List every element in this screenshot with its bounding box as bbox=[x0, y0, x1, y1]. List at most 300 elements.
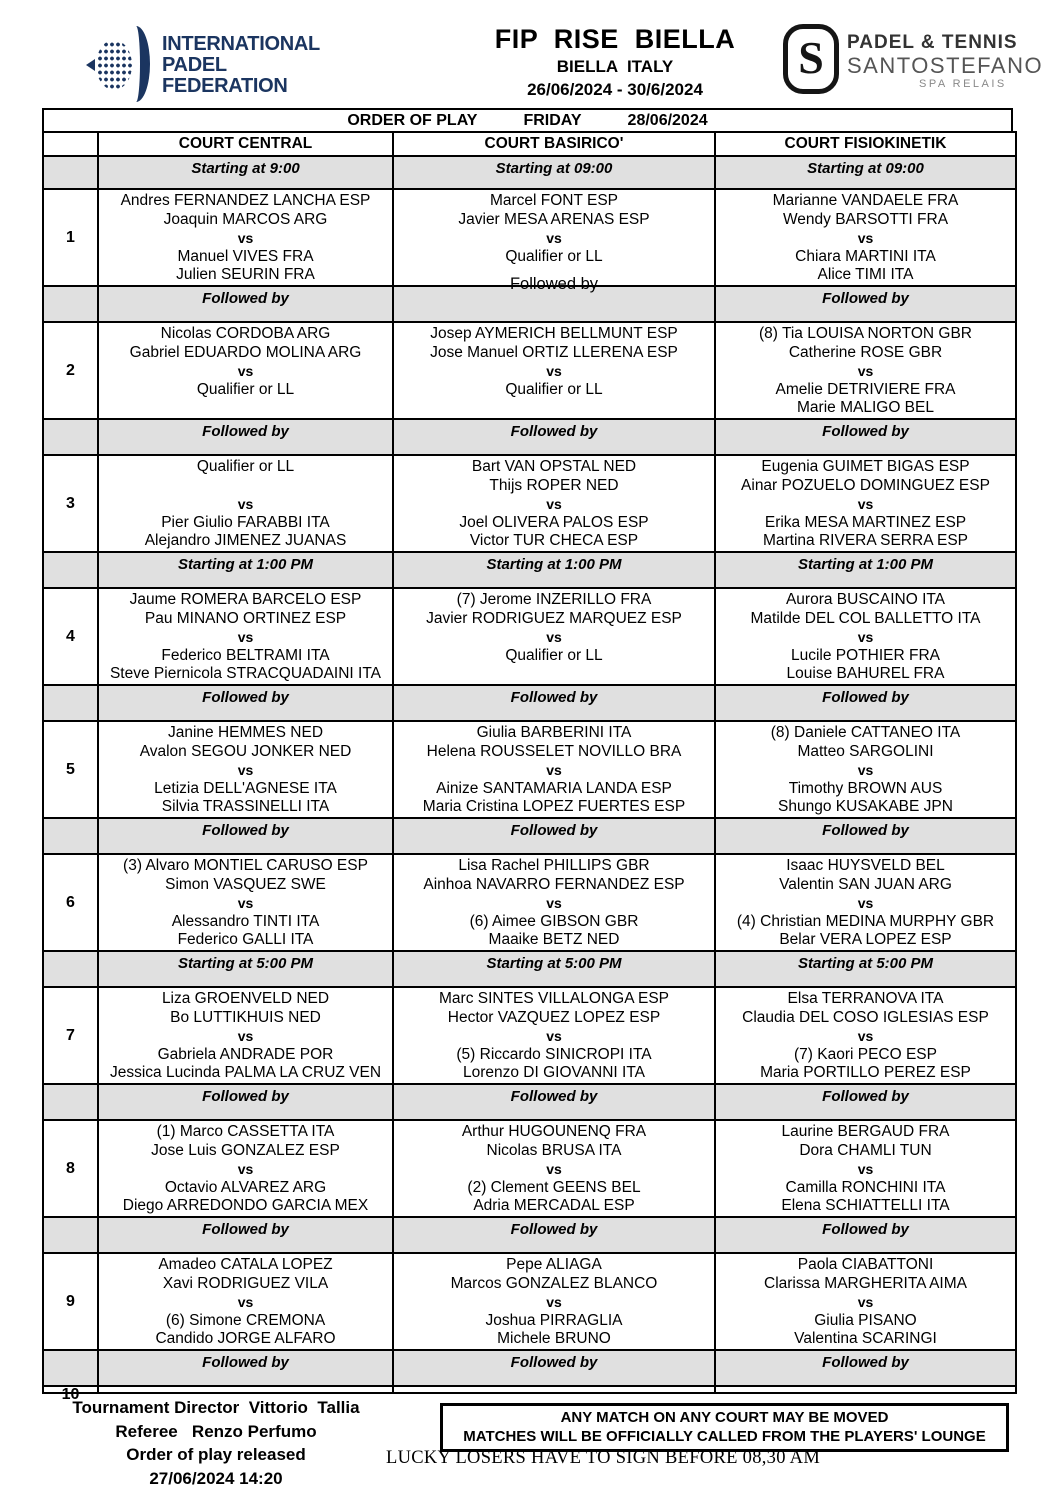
separator-label: Followed by bbox=[510, 1088, 598, 1105]
order-of-play-bar bbox=[42, 108, 1013, 131]
player-line: Jaume ROMERA BARCELO ESP bbox=[129, 591, 362, 608]
separator-label: Starting at 5:00 PM bbox=[177, 955, 314, 972]
player-line: Jose Luis GONZALEZ ESP bbox=[151, 1141, 340, 1159]
separator-label: Followed by bbox=[822, 1221, 909, 1238]
vs-label: vs bbox=[237, 1028, 254, 1045]
match-cell bbox=[714, 986, 1015, 1083]
vs-label: vs bbox=[546, 762, 562, 779]
match-row bbox=[44, 587, 1015, 684]
player-line bbox=[394, 665, 714, 684]
separator-cell bbox=[97, 1349, 392, 1385]
match-row bbox=[44, 853, 1015, 950]
event-title: FIP RISE BIELLA bbox=[494, 24, 736, 54]
match-cell bbox=[97, 1385, 392, 1392]
separator-row bbox=[44, 418, 1015, 454]
match-row bbox=[44, 720, 1015, 817]
player-line: (8) Daniele CATTANEO ITA bbox=[770, 724, 961, 741]
player-line bbox=[394, 399, 714, 418]
separator-cell bbox=[97, 817, 392, 853]
separator-cell bbox=[97, 285, 392, 321]
match-row bbox=[44, 454, 1015, 551]
player-line: Liza GROENVELD NED bbox=[161, 990, 330, 1007]
match-cell bbox=[714, 1119, 1015, 1216]
notice-line: MATCHES WILL BE OFFICIALLY CALLED FROM THE PLAYERS' LOUNGE bbox=[463, 1428, 986, 1445]
row-number bbox=[44, 551, 97, 587]
separator-cell bbox=[714, 1083, 1015, 1119]
ipf-ball-icon bbox=[86, 26, 152, 104]
ipf-text-line: PADEL bbox=[162, 53, 227, 76]
player-line: Javier MESA ARENAS ESP bbox=[458, 210, 650, 228]
match-row bbox=[44, 986, 1015, 1083]
player-line: (1) Marco CASSETTA ITA bbox=[156, 1123, 335, 1140]
player-line: Victor TUR CHECA ESP bbox=[469, 532, 639, 550]
separator-cell bbox=[97, 1216, 392, 1252]
separator-row bbox=[44, 950, 1015, 986]
player-line: Qualifier or LL bbox=[505, 380, 603, 398]
match-cell bbox=[392, 321, 714, 418]
separator-cell bbox=[392, 817, 714, 853]
row-number bbox=[44, 1216, 97, 1252]
player-line: Laurine BERGAUD FRA bbox=[781, 1123, 950, 1140]
separator-cell bbox=[392, 155, 714, 188]
event-header bbox=[430, 24, 800, 100]
match-cell bbox=[392, 454, 714, 551]
vs-label: vs bbox=[857, 1028, 874, 1045]
player-line: (2) Clement GEENS BEL bbox=[467, 1178, 641, 1196]
player-line: Maaike BETZ NED bbox=[488, 931, 620, 949]
separator-cell bbox=[714, 155, 1015, 188]
player-line: Helena ROUSSELET NOVILLO BRA bbox=[426, 742, 682, 760]
player-line: Lisa Rachel PHILLIPS GBR bbox=[458, 857, 650, 874]
order-of-play-date: 28/06/2024 bbox=[627, 111, 708, 129]
separator-cell bbox=[97, 418, 392, 454]
match-cell bbox=[97, 986, 392, 1083]
separator-label: Followed by bbox=[509, 275, 599, 293]
player-line: Marcos GONZALEZ BLANCO bbox=[450, 1274, 658, 1292]
order-of-play-label: ORDER OF PLAY bbox=[347, 111, 478, 129]
player-line: Amelie DETRIVIERE FRA bbox=[775, 380, 956, 398]
player-line: (6) Simone CREMONA bbox=[165, 1311, 326, 1329]
separator-label: Followed by bbox=[510, 423, 598, 440]
player-line: Josep AYMERICH BELLMUNT ESP bbox=[430, 325, 678, 342]
ipf-text-line: FEDERATION bbox=[162, 74, 288, 97]
ipf-logo-text bbox=[162, 34, 320, 97]
vs-label: vs bbox=[237, 1294, 254, 1311]
separator-label: Followed by bbox=[202, 1088, 289, 1105]
separator-label: Starting at 5:00 PM bbox=[486, 955, 622, 972]
player-line: (6) Aimee GIBSON GBR bbox=[469, 912, 639, 930]
player-line: Arthur HUGOUNENQ FRA bbox=[461, 1123, 647, 1140]
player-line bbox=[99, 399, 392, 418]
vs-label: vs bbox=[546, 895, 562, 912]
row-number bbox=[44, 817, 97, 853]
player-line bbox=[99, 477, 392, 496]
separator-label: Followed by bbox=[822, 290, 909, 307]
player-line: Giulia BARBERINI ITA bbox=[476, 724, 632, 741]
row-number: 7 bbox=[44, 986, 97, 1083]
separator-cell bbox=[392, 1083, 714, 1119]
column-header-row bbox=[44, 133, 1015, 155]
row-number bbox=[44, 684, 97, 720]
order-of-play-day: FRIDAY bbox=[523, 111, 582, 129]
player-line: Qualifier or LL bbox=[196, 458, 295, 475]
match-cell bbox=[392, 587, 714, 684]
player-line: Andres FERNANDEZ LANCHA ESP bbox=[120, 192, 371, 209]
player-line: Marc SINTES VILLALONGA ESP bbox=[439, 990, 669, 1007]
separator-cell bbox=[97, 950, 392, 986]
match-row bbox=[44, 1252, 1015, 1349]
separator-cell bbox=[97, 1083, 392, 1119]
column-header-court-central: COURT CENTRAL bbox=[97, 133, 392, 155]
venue-monogram-icon: S bbox=[783, 24, 839, 94]
row-number bbox=[44, 1083, 97, 1119]
separator-cell bbox=[714, 418, 1015, 454]
player-line: Louise BAHUREL FRA bbox=[786, 665, 945, 683]
separator-cell bbox=[714, 285, 1015, 321]
separator-label: Followed by bbox=[822, 423, 909, 440]
player-line: Marie MALIGO BEL bbox=[797, 399, 934, 417]
row-number bbox=[44, 1349, 97, 1385]
player-line: Adria MERCADAL ESP bbox=[473, 1197, 635, 1215]
player-line: Candido JORGE ALFARO bbox=[155, 1330, 336, 1348]
player-line: Simon VASQUEZ SWE bbox=[165, 875, 326, 893]
venue-name-line: PADEL & TENNIS bbox=[847, 32, 1018, 53]
player-line: Maria PORTILLO PEREZ ESP bbox=[760, 1064, 971, 1082]
match-cell bbox=[714, 1252, 1015, 1349]
match-cell bbox=[714, 1385, 1015, 1392]
row-number bbox=[44, 155, 97, 188]
match-cell bbox=[714, 188, 1015, 285]
separator-label: Followed by bbox=[822, 822, 909, 839]
venue-logo bbox=[783, 24, 1043, 94]
separator-cell bbox=[392, 1216, 714, 1252]
separator-label: Starting at 09:00 bbox=[807, 160, 924, 177]
row-number: 8 bbox=[44, 1119, 97, 1216]
player-line: Bo LUTTIKHUIS NED bbox=[170, 1008, 321, 1026]
row-number: 5 bbox=[44, 720, 97, 817]
separator-label: Followed by bbox=[822, 1354, 909, 1371]
credits-line: Tournament Director Vittorio Tallia bbox=[72, 1398, 360, 1417]
player-line: Federico BELTRAMI ITA bbox=[161, 646, 330, 664]
clipped-row bbox=[44, 1385, 1015, 1403]
player-line: Nicolas CORDOBA ARG bbox=[160, 325, 331, 342]
player-line: Octavio ALVAREZ ARG bbox=[164, 1178, 327, 1196]
separator-row bbox=[44, 1349, 1015, 1385]
player-line: Wendy BARSOTTI FRA bbox=[782, 210, 949, 228]
player-line: Letizia DELL'AGNESE ITA bbox=[154, 779, 337, 797]
player-line: Matteo SARGOLINI bbox=[797, 742, 934, 760]
match-cell bbox=[714, 454, 1015, 551]
venue-logo-text bbox=[847, 32, 1043, 90]
vs-label: vs bbox=[857, 496, 874, 513]
vs-label: vs bbox=[237, 230, 254, 247]
separator-cell bbox=[97, 155, 392, 188]
player-line: Manuel VIVES FRA bbox=[177, 247, 314, 265]
vs-label: vs bbox=[237, 1161, 254, 1178]
player-line: Pau MINANO ORTINEZ ESP bbox=[144, 609, 347, 627]
vs-label: vs bbox=[237, 895, 254, 912]
player-line: Janine HEMMES NED bbox=[167, 724, 324, 741]
separator-cell bbox=[392, 418, 714, 454]
player-line: Joel OLIVERA PALOS ESP bbox=[459, 513, 649, 531]
match-cell bbox=[392, 986, 714, 1083]
separator-label: Followed by bbox=[510, 689, 598, 706]
match-cell bbox=[97, 1119, 392, 1216]
player-line: Erika MESA MARTINEZ ESP bbox=[764, 513, 967, 531]
column-header-court-basirico: COURT BASIRICO' bbox=[392, 133, 714, 155]
match-cell bbox=[97, 321, 392, 418]
separator-label: Starting at 1:00 PM bbox=[486, 556, 622, 573]
player-line: Gabriela ANDRADE POR bbox=[157, 1045, 334, 1063]
player-line: Jose Manuel ORTIZ LLERENA ESP bbox=[430, 343, 678, 361]
separator-label: Starting at 09:00 bbox=[495, 160, 613, 177]
separator-label: Followed by bbox=[202, 1354, 289, 1371]
separator-cell bbox=[714, 1349, 1015, 1385]
vs-label: vs bbox=[857, 895, 874, 912]
separator-cell bbox=[392, 684, 714, 720]
player-line: Valentina SCARINGI bbox=[794, 1330, 937, 1348]
player-line: Amadeo CATALA LOPEZ bbox=[158, 1256, 333, 1273]
vs-label: vs bbox=[857, 230, 874, 247]
player-line: Matilde DEL COL BALLETTO ITA bbox=[750, 609, 981, 627]
vs-label: vs bbox=[546, 1294, 562, 1311]
separator-label: Followed by bbox=[510, 1221, 598, 1238]
player-line: Lorenzo DI GIOVANNI ITA bbox=[462, 1064, 646, 1082]
separator-cell bbox=[392, 551, 714, 587]
player-line: (5) Riccardo SINICROPI ITA bbox=[456, 1045, 652, 1063]
match-cell bbox=[97, 853, 392, 950]
player-line: Michele BRUNO bbox=[497, 1330, 611, 1348]
corner-cell bbox=[44, 133, 97, 155]
player-line: Marcel FONT ESP bbox=[489, 192, 619, 209]
separator-label: Starting at 1:00 PM bbox=[177, 556, 314, 573]
separator-cell bbox=[392, 950, 714, 986]
player-line: Martina RIVERA SERRA ESP bbox=[762, 532, 969, 550]
match-row bbox=[44, 188, 1015, 285]
separator-label: Followed by bbox=[510, 822, 598, 839]
match-cell bbox=[97, 188, 392, 285]
match-row bbox=[44, 321, 1015, 418]
event-dates: 26/06/2024 - 30/6/2024 bbox=[527, 80, 703, 99]
vs-label: vs bbox=[237, 629, 254, 646]
match-row bbox=[44, 1119, 1015, 1216]
player-line: Maria Cristina LOPEZ FUERTES ESP bbox=[422, 798, 686, 816]
separator-cell bbox=[392, 275, 714, 321]
player-line: Javier RODRIGUEZ MARQUEZ ESP bbox=[426, 609, 682, 627]
match-cell bbox=[392, 853, 714, 950]
column-header-court-fisiokinetik: COURT FISIOKINETIK bbox=[714, 133, 1015, 155]
separator-row bbox=[44, 1216, 1015, 1252]
credits-line: Referee Renzo Perfumo bbox=[115, 1421, 317, 1441]
vs-label: vs bbox=[237, 762, 254, 779]
player-line: Julien SEURIN FRA bbox=[176, 266, 315, 284]
player-line: Marianne VANDAELE FRA bbox=[772, 192, 959, 209]
player-line: Pepe ALIAGA bbox=[506, 1256, 602, 1273]
player-line: Claudia DEL COSO IGLESIAS ESP bbox=[742, 1008, 989, 1026]
lucky-losers-note: LUCKY LOSERS HAVE TO SIGN BEFORE 08,30 AM bbox=[386, 1448, 821, 1468]
vs-label: vs bbox=[237, 363, 254, 380]
notice-box bbox=[440, 1403, 1009, 1452]
player-line: Aurora BUSCAINO ITA bbox=[785, 591, 946, 608]
match-cell bbox=[97, 454, 392, 551]
row-number bbox=[44, 285, 97, 321]
player-line: Steve Piernicola STRACQUADAINI ITA bbox=[109, 665, 382, 683]
player-line: Ainhoa NAVARRO FERNANDEZ ESP bbox=[423, 875, 685, 893]
player-line: Qualifier or LL bbox=[196, 380, 295, 398]
player-line: Federico GALLI ITA bbox=[177, 931, 314, 949]
row-number: 1 bbox=[44, 188, 97, 285]
ipf-logo bbox=[86, 26, 320, 104]
player-line: (7) Jerome INZERILLO FRA bbox=[456, 591, 652, 608]
player-line: Timothy BROWN AUS bbox=[788, 779, 943, 797]
separator-label: Followed by bbox=[202, 822, 289, 839]
separator-label: Followed by bbox=[202, 423, 289, 440]
match-cell bbox=[392, 1119, 714, 1216]
row-number: 3 bbox=[44, 454, 97, 551]
page-header bbox=[0, 0, 1058, 108]
match-cell bbox=[97, 720, 392, 817]
vs-label: vs bbox=[546, 363, 562, 380]
player-line: Camilla RONCHINI ITA bbox=[785, 1178, 946, 1196]
match-cell bbox=[392, 188, 714, 285]
vs-label: vs bbox=[546, 1161, 562, 1178]
player-line: Shungo KUSAKABE JPN bbox=[778, 798, 953, 816]
tournament-credits bbox=[48, 1396, 384, 1490]
player-line: Elsa TERRANOVA ITA bbox=[787, 990, 944, 1007]
separator-cell bbox=[714, 817, 1015, 853]
player-line: Hector VAZQUEZ LOPEZ ESP bbox=[447, 1008, 661, 1026]
ipf-arrow-icon bbox=[86, 59, 95, 71]
separator-label: Followed by bbox=[822, 689, 909, 706]
separator-label: Followed by bbox=[202, 290, 289, 307]
separator-label: Followed by bbox=[202, 689, 289, 706]
match-cell bbox=[392, 1252, 714, 1349]
vs-label: vs bbox=[237, 496, 254, 513]
player-line: Lucile POTHIER FRA bbox=[790, 646, 940, 664]
player-line: Joshua PIRRAGLIA bbox=[485, 1311, 623, 1329]
player-line: (7) Kaori PECO ESP bbox=[794, 1045, 937, 1063]
ipf-crescent-icon bbox=[122, 26, 150, 102]
player-line: Joaquin MARCOS ARG bbox=[163, 210, 328, 228]
row-number: 2 bbox=[44, 321, 97, 418]
separator-label: Starting at 9:00 bbox=[191, 160, 300, 177]
separator-label: Followed by bbox=[822, 1088, 909, 1105]
player-line: Dora CHAMLI TUN bbox=[799, 1141, 932, 1159]
separator-label: Starting at 5:00 PM bbox=[797, 955, 934, 972]
player-line: (3) Alvaro MONTIEL CARUSO ESP bbox=[123, 857, 368, 874]
player-line: Bart VAN OPSTAL NED bbox=[471, 458, 637, 475]
ipf-text-line: INTERNATIONAL bbox=[162, 32, 320, 55]
separator-row bbox=[44, 155, 1015, 188]
row-number bbox=[44, 418, 97, 454]
vs-label: vs bbox=[546, 230, 562, 247]
row-number: 6 bbox=[44, 853, 97, 950]
player-line: Thijs ROPER NED bbox=[489, 476, 619, 494]
player-line: Belar VERA LOPEZ ESP bbox=[779, 931, 952, 949]
player-line: Qualifier or LL bbox=[505, 247, 603, 265]
player-line: Chiara MARTINI ITA bbox=[795, 247, 936, 265]
player-line: Nicolas BRUSA ITA bbox=[486, 1141, 622, 1159]
separator-row bbox=[44, 817, 1015, 853]
player-line: Alice TIMI ITA bbox=[817, 266, 914, 284]
match-cell bbox=[392, 1385, 714, 1392]
player-line: Gabriel EDUARDO MOLINA ARG bbox=[129, 343, 362, 361]
player-line: Diego ARREDONDO GARCIA MEX bbox=[122, 1197, 369, 1215]
vs-label: vs bbox=[546, 629, 562, 646]
vs-label: vs bbox=[857, 363, 874, 380]
match-cell bbox=[714, 321, 1015, 418]
venue-name-line: SANTOSTEFANO bbox=[847, 53, 1044, 78]
separator-row bbox=[44, 551, 1015, 587]
player-line: Alejandro JIMENEZ JUANAS bbox=[144, 532, 347, 550]
row-number: 9 bbox=[44, 1252, 97, 1349]
vs-label: vs bbox=[546, 496, 562, 513]
player-line: (8) Tia LOUISA NORTON GBR bbox=[758, 325, 973, 342]
player-line: Catherine ROSE GBR bbox=[788, 343, 943, 361]
separator-cell bbox=[714, 684, 1015, 720]
separator-cell bbox=[97, 551, 392, 587]
row-number: 10 bbox=[44, 1385, 97, 1392]
separator-label: Followed by bbox=[202, 1221, 289, 1238]
player-line: Xavi RODRIGUEZ VILA bbox=[162, 1274, 329, 1292]
player-line: Ainize SANTAMARIA LANDA ESP bbox=[436, 779, 672, 797]
separator-cell bbox=[392, 1349, 714, 1385]
player-line: Ainar POZUELO DOMINGUEZ ESP bbox=[741, 476, 990, 494]
credits-line: Order of play released bbox=[126, 1445, 306, 1464]
event-location: BIELLA ITALY bbox=[556, 57, 674, 76]
separator-cell bbox=[714, 1216, 1015, 1252]
match-cell bbox=[714, 720, 1015, 817]
player-line: Jessica Lucinda PALMA LA CRUZ VEN bbox=[109, 1064, 382, 1082]
vs-label: vs bbox=[546, 1028, 562, 1045]
player-line: Clarissa MARGHERITA AIMA bbox=[764, 1274, 967, 1292]
player-line: Elena SCHIATTELLI ITA bbox=[781, 1197, 950, 1215]
separator-cell bbox=[714, 551, 1015, 587]
separator-label: Starting at 1:00 PM bbox=[797, 556, 934, 573]
player-line: Valentin SAN JUAN ARG bbox=[779, 875, 952, 893]
notice-line: ANY MATCH ON ANY COURT MAY BE MOVED bbox=[560, 1409, 889, 1426]
player-line: Avalon SEGOU JONKER NED bbox=[139, 742, 352, 760]
match-cell bbox=[714, 587, 1015, 684]
vs-label: vs bbox=[857, 629, 874, 646]
separator-cell bbox=[714, 950, 1015, 986]
player-line: Pier Giulio FARABBI ITA bbox=[161, 513, 330, 531]
player-line: Paola CIABATTONI bbox=[797, 1256, 934, 1273]
vs-label: vs bbox=[857, 762, 874, 779]
separator-row bbox=[44, 684, 1015, 720]
player-line: Alessandro TINTI ITA bbox=[171, 912, 320, 930]
separator-label: Followed by bbox=[510, 1354, 598, 1371]
separator-cell bbox=[97, 684, 392, 720]
credits-line: 27/06/2024 14:20 bbox=[149, 1468, 283, 1488]
vs-label: vs bbox=[857, 1161, 874, 1178]
player-line: Qualifier or LL bbox=[505, 646, 603, 664]
player-line: Eugenia GUIMET BIGAS ESP bbox=[761, 458, 970, 475]
player-line: Isaac HUYSVELD BEL bbox=[786, 857, 945, 874]
venue-name-line: SPA RELAIS bbox=[919, 78, 1007, 90]
match-cell bbox=[714, 853, 1015, 950]
match-cell bbox=[97, 1252, 392, 1349]
player-line: Silvia TRASSINELLI ITA bbox=[161, 798, 330, 816]
match-cell bbox=[97, 587, 392, 684]
row-number: 4 bbox=[44, 587, 97, 684]
player-line: (4) Christian MEDINA MURPHY GBR bbox=[736, 912, 995, 930]
match-cell bbox=[392, 720, 714, 817]
vs-label: vs bbox=[857, 1294, 874, 1311]
player-line: Giulia PISANO bbox=[814, 1311, 917, 1329]
separator-row bbox=[44, 1083, 1015, 1119]
row-number bbox=[44, 950, 97, 986]
